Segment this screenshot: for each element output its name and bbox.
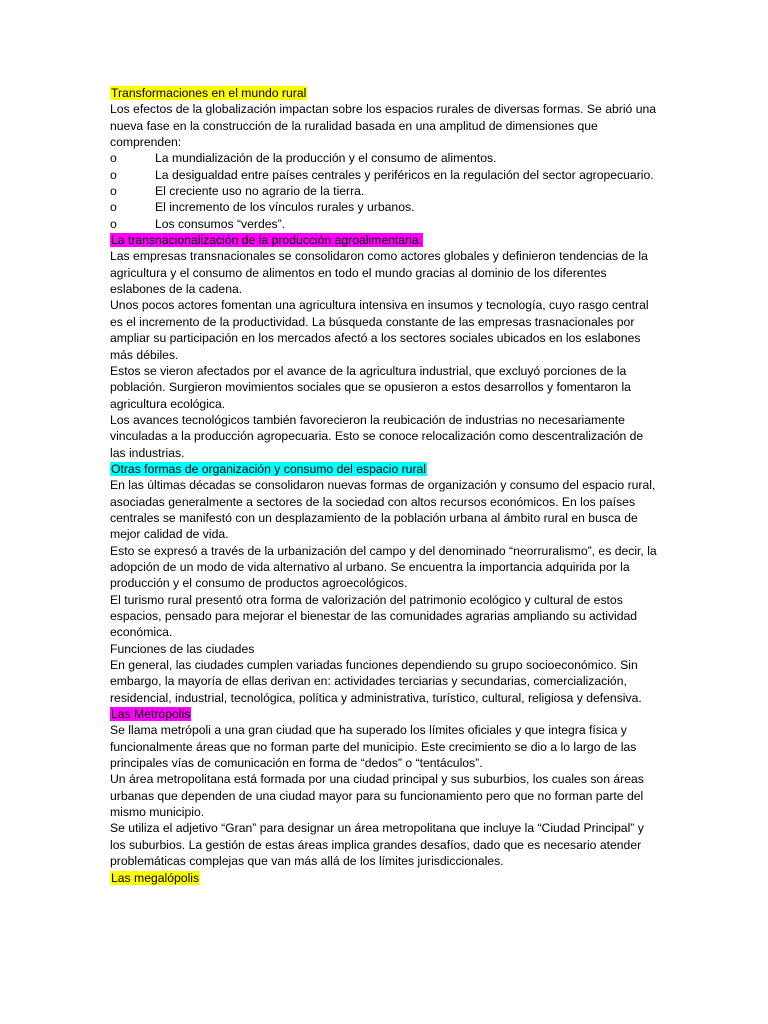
list-item (110, 216, 660, 232)
paragraph: Un área metropolitana está formada por una ciudad principal y sus suburbios, los cuales son áreas urbanas que dependen de una ciudad mayor para su funcionamiento pero que no forman parte del mismo municipio. (110, 772, 644, 820)
list-item (110, 183, 660, 199)
heading-transformaciones (110, 85, 660, 101)
list-item-text: Los consumos “verdes”. (155, 216, 286, 231)
highlighted-heading: Las Metrópolis (111, 707, 191, 722)
highlighted-heading: Transformaciones en el mundo rural (111, 86, 307, 100)
paragraph-intro: Los efectos de la globalización impactan sobre los espacios rurales de diversas formas. Se abrió una nueva fase en la construcción de la ruralidad basada en una amplitud de dimensiones que comprenden: (110, 102, 657, 150)
heading-metropolis (110, 706, 660, 722)
bullet-mark: o (110, 151, 117, 166)
bullet-mark: o (110, 200, 117, 215)
highlighted-heading: La transnacionalización de la producción agroalimentaria. (111, 233, 422, 248)
bullet-list (110, 150, 660, 232)
heading-megalopolis (110, 870, 660, 886)
bullet-mark: o (110, 216, 117, 231)
list-item (110, 199, 660, 215)
list-item (110, 150, 660, 166)
bullet-mark: o (110, 167, 117, 182)
highlighted-heading: Las megalópolis (111, 870, 200, 885)
highlighted-heading: Otras formas de organización y consumo del espacio rural (111, 461, 426, 476)
paragraph: Las empresas transnacionales se consolidaron como actores globales y definieron tendencias de la agricultura y el consumo de alimentos en todo el mundo gracias al dominio de los diferentes eslabones de la cadena. (110, 249, 648, 297)
paragraph: En las últimas décadas se consolidaron nuevas formas de organización y consumo del espacio rural, asociadas generalmente a sectores de la sociedad con altos recursos económicos. En los países centrales se manifestó con un desplazamiento de la población urbana al ámbito rural en busca de mejor calidad de vida. (110, 478, 656, 542)
paragraph: Estos se vieron afectados por el avance de la agricultura industrial, que excluyó porciones de la población. Surgieron movimientos sociales que se opusieron a estos desarrollos y fomentaron la agricultura ecológica. (110, 363, 631, 411)
heading-otras-formas (110, 461, 660, 477)
list-item-text: El incremento de los vínculos rurales y urbanos. (155, 200, 415, 215)
paragraph: Unos pocos actores fomentan una agricultura intensiva en insumos y tecnología, cuyo rasgo central es el incremento de la productividad. La búsqueda constante de las empresas trasnacionales por ampliar su participación en los mercados afectó a los sectores sociales ubicados en los eslabones más débiles. (110, 298, 649, 362)
list-item-text: La mundialización de la producción y el consumo de alimentos. (155, 151, 497, 166)
paragraph: Los avances tecnológicos también favorecieron la reubicación de industrias no necesariamente vinculadas a la producción agropecuaria. Esto se conoce relocalización como descentralización de las industrias. (110, 412, 644, 460)
paragraph: Se utiliza el adjetivo “Gran” para designar un área metropolitana que incluye la “Ciudad Principal” y los suburbios. La gestión de estas áreas implica grandes desafíos, dado que es necesario atender problemáticas complejas que van más allá de los límites jurisdiccionales. (110, 821, 644, 869)
document-page (110, 85, 660, 886)
list-item-text: La desigualdad entre países centrales y periféricos en la regulación del sector agropecuario. (155, 167, 654, 182)
paragraph: Esto se expresó a través de la urbanización del campo y del denominado “neorruralismo”, es decir, la adopción de un modo de vida alternativo al urbano. Se encuentra la importancia adquirida por la producción y el consumo de productos agroecológicos. (110, 543, 657, 591)
paragraph: El turismo rural presentó otra forma de valorización del patrimonio ecológico y cultural de estos espacios, pensado para mejorar el bienestar de las comunidades agrarias ampliando su actividad económica. (110, 592, 638, 640)
bullet-mark: o (110, 184, 117, 199)
list-item (110, 167, 660, 183)
heading-transnacionalizacion (110, 232, 660, 248)
subheading-funciones: Funciones de las ciudades (110, 641, 255, 656)
paragraph: En general, las ciudades cumplen variadas funciones dependiendo su grupo socioeconómico. Sin embargo, la mayoría de ellas derivan en: actividades terciarias y secundarias, comercialización, residencial, industrial, tecnológica, política y administrativa, turístico, cultural, religiosa y defensiva. (110, 658, 642, 705)
paragraph: Se llama metrópoli a una gran ciudad que ha superado los límites oficiales y que integra física y funcionalmente áreas que no forman parte del municipio. Este crecimiento se dio a lo largo de las principales vías de comunicación en forma de “dedos” o “tentáculos”. (110, 723, 637, 771)
list-item-text: El creciente uso no agrario de la tierra. (155, 184, 365, 199)
